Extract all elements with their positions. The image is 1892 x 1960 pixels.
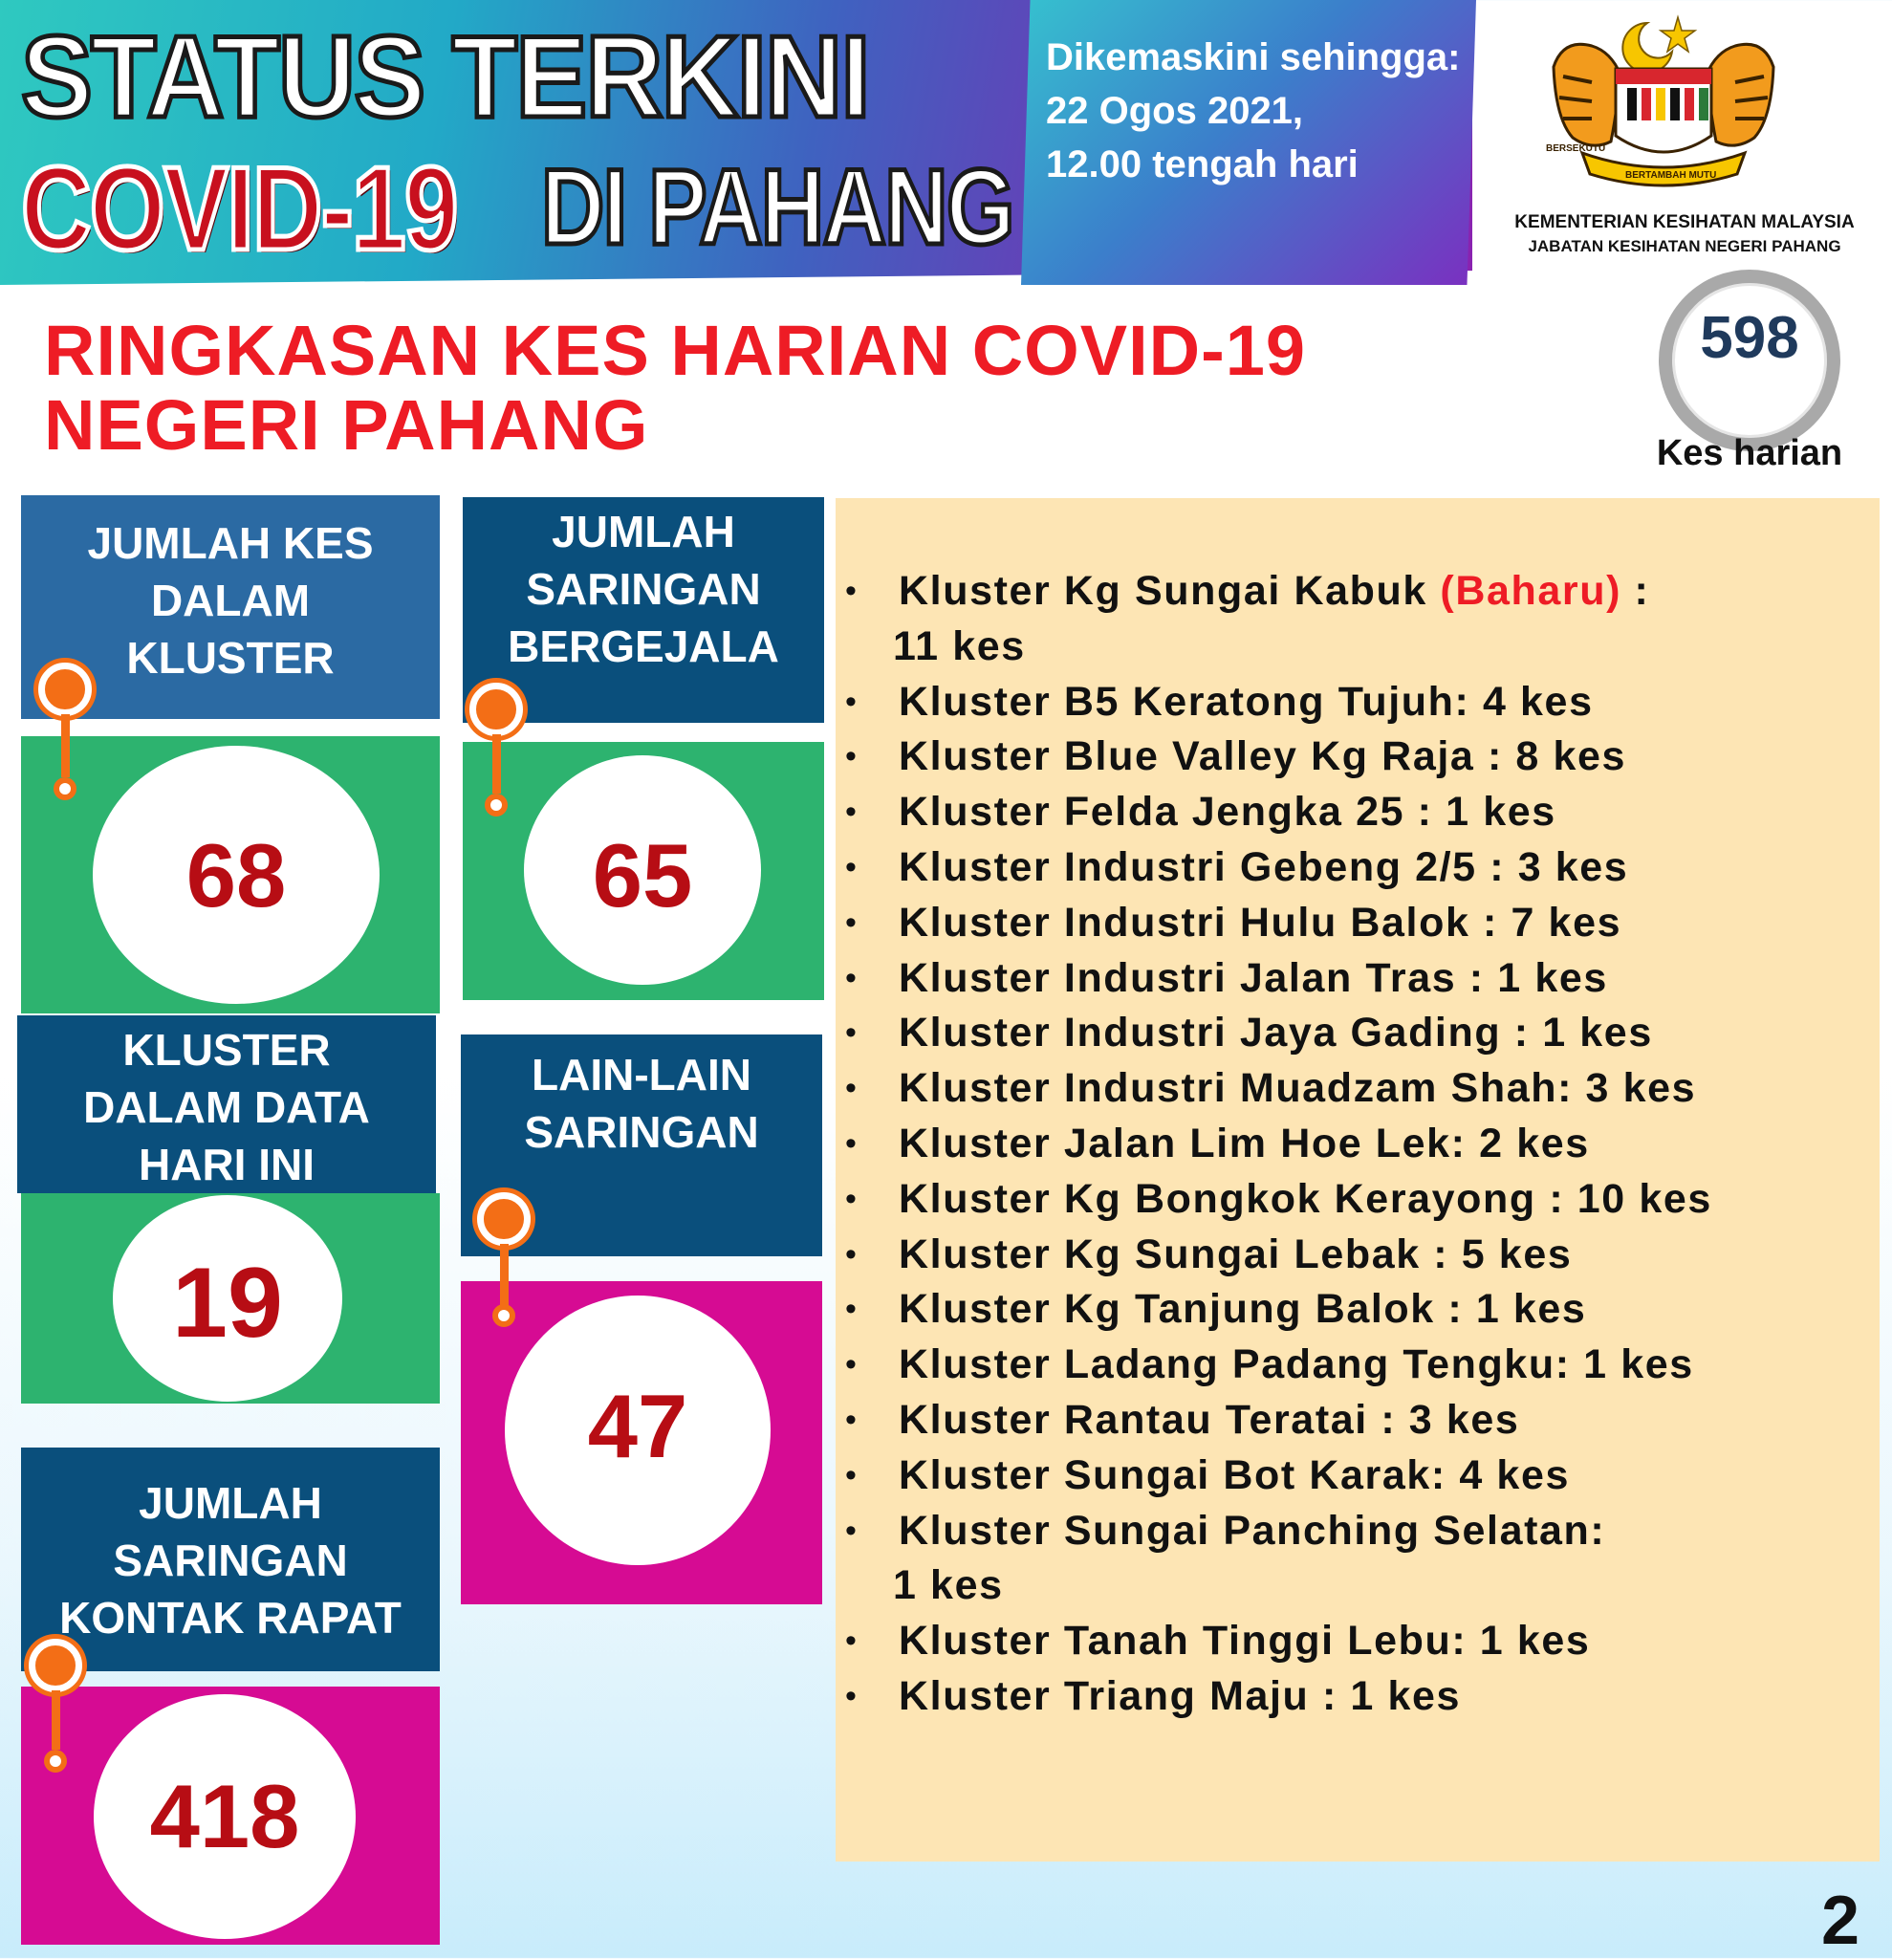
list-item: • Kluster Blue Valley Kg Raja : 8 kes xyxy=(836,730,1712,785)
pin-stem xyxy=(61,714,70,777)
list-item: • Kluster Tanah Tinggi Lebu: 1 kes xyxy=(836,1614,1712,1669)
list-item: • Kluster Kg Sungai Lebak : 5 kes xyxy=(836,1228,1712,1283)
cluster-count: 1 kes xyxy=(893,1562,1004,1609)
card-symptomatic-label-3: BERGEJALA xyxy=(508,621,779,671)
pin-icon xyxy=(38,663,92,716)
heading-line-2: NEGERI PAHANG xyxy=(44,385,649,465)
pin-stem xyxy=(52,1690,60,1750)
ministry-name: KEMENTERIAN KESIHATAN MALAYSIA xyxy=(1514,212,1855,232)
card-other-screening-label-2: SARINGAN xyxy=(524,1107,759,1157)
daily-cases-label: Kes harian xyxy=(1656,433,1843,473)
list-item: • Kluster B5 Keratong Tujuh: 4 kes xyxy=(836,675,1712,730)
department-name: JABATAN KESIHATAN NEGERI PAHANG xyxy=(1528,237,1841,255)
list-item: • Kluster Industri Hulu Balok : 7 kes xyxy=(836,896,1712,951)
new-cluster-tag: (Baharu) xyxy=(1440,568,1622,614)
page-number: 2 xyxy=(1821,1883,1860,1959)
list-item: • Kluster Rantau Teratai : 3 kes xyxy=(836,1393,1712,1448)
update-time: 12.00 tengah hari xyxy=(1046,143,1359,185)
daily-cases-value: 598 xyxy=(1700,305,1799,371)
card-cluster-cases-label-3: KLUSTER xyxy=(126,633,335,683)
card-close-contact-label-1: JUMLAH xyxy=(139,1478,322,1528)
list-item: • Kluster Triang Maju : 1 kes xyxy=(836,1669,1712,1725)
cluster-name: Kluster Kg Sungai Kabuk xyxy=(899,568,1427,614)
card-symptomatic-label-2: SARINGAN xyxy=(526,564,761,614)
card-close-contact-label-2: SARINGAN xyxy=(113,1535,348,1585)
card-clusters-today-label-2: DALAM DATA xyxy=(83,1082,370,1132)
list-item: • Kluster Felda Jengka 25 : 1 kes xyxy=(836,785,1712,840)
pin-icon xyxy=(469,683,523,736)
title-di-pahang: DI PAHANG xyxy=(541,147,1013,267)
update-date: 22 Ogos 2021, xyxy=(1046,90,1304,132)
list-item xyxy=(836,1504,1712,1615)
card-clusters-today-value: 19 xyxy=(172,1248,283,1359)
pin-icon xyxy=(29,1639,82,1692)
list-item: • Kluster Industri Gebeng 2/5 : 3 kes xyxy=(836,840,1712,896)
title-covid: COVID-19 xyxy=(21,143,457,275)
card-clusters-today-label-3: HARI INI xyxy=(139,1140,315,1189)
list-item xyxy=(836,564,1712,675)
logo-motto-bottom: BERTAMBAH MUTU xyxy=(1625,170,1717,181)
cluster-count: 11 kes xyxy=(893,622,1026,669)
card-cluster-cases-label-1: JUMLAH KES xyxy=(87,518,374,568)
logo-motto-left: BERSEKUTU xyxy=(1546,143,1606,154)
pin-stem xyxy=(492,734,501,794)
card-close-contact-value: 418 xyxy=(149,1766,300,1866)
pin-dot-icon xyxy=(54,777,76,800)
card-cluster-cases-label-2: DALAM xyxy=(150,576,311,625)
heading-line-1: RINGKASAN KES HARIAN COVID-19 xyxy=(44,311,1307,390)
list-item: • Kluster Kg Tanjung Balok : 1 kes xyxy=(836,1282,1712,1338)
list-item: • Kluster Kg Bongkok Kerayong : 10 kes xyxy=(836,1172,1712,1228)
list-item: • Kluster Industri Jaya Gading : 1 kes xyxy=(836,1006,1712,1061)
card-symptomatic-label-1: JUMLAH xyxy=(552,507,735,556)
list-item: • Kluster Industri Muadzam Shah: 3 kes xyxy=(836,1061,1712,1117)
pin-stem xyxy=(500,1244,509,1313)
card-other-screening-value: 47 xyxy=(587,1376,688,1476)
list-item: • Kluster Industri Jalan Tras : 1 kes xyxy=(836,951,1712,1007)
list-item: • Kluster Jalan Lim Hoe Lek: 2 kes xyxy=(836,1117,1712,1172)
cluster-separator: : xyxy=(1621,568,1650,614)
pin-dot-icon xyxy=(44,1750,67,1773)
cluster-list xyxy=(836,564,1712,1725)
card-close-contact-label-3: KONTAK RAPAT xyxy=(59,1593,402,1643)
card-clusters-today-label-1: KLUSTER xyxy=(122,1025,331,1075)
cluster-name: Kluster Sungai Panching Selatan: xyxy=(899,1507,1606,1554)
card-cluster-cases-value: 68 xyxy=(185,825,287,926)
list-item: • Kluster Sungai Bot Karak: 4 kes xyxy=(836,1448,1712,1504)
title-status-terkini: STATUS TERKINI xyxy=(21,11,869,142)
card-symptomatic-value: 65 xyxy=(592,825,693,926)
card-other-screening-label-1: LAIN-LAIN xyxy=(532,1050,751,1100)
pin-dot-icon xyxy=(485,794,508,817)
card-symptomatic-header xyxy=(463,497,824,723)
pin-dot-icon xyxy=(492,1304,515,1327)
list-item: • Kluster Ladang Padang Tengku: 1 kes xyxy=(836,1338,1712,1393)
card-close-contact-header xyxy=(21,1448,440,1671)
card-clusters-today-header xyxy=(17,1015,436,1193)
update-label: Dikemaskini sehingga: xyxy=(1046,36,1461,78)
pin-icon xyxy=(477,1192,531,1246)
